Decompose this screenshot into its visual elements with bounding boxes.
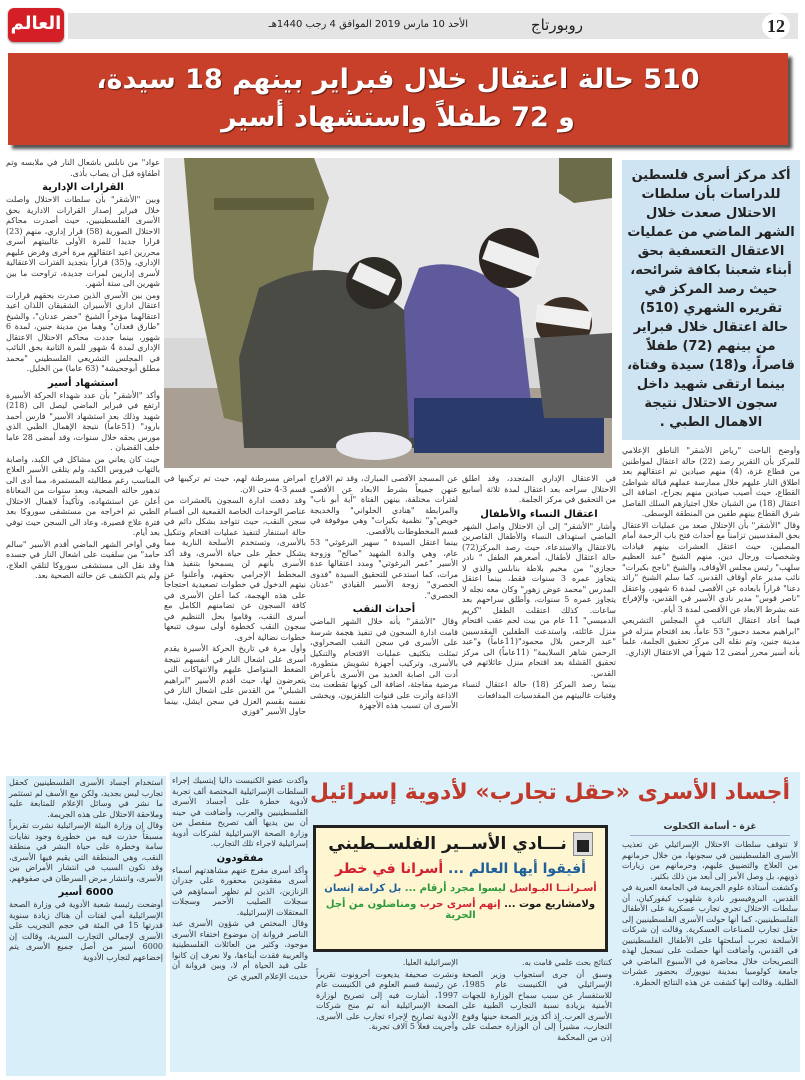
paragraph: وقد دفعت ادارة السجون بالعشرات من عناصر الوحدات الخاصة القمعية الى أقسام سجن النقب، حيث تتواجد بشكل دائم في حالة استنفار لتنفيذ عمليات اقتحام وتنكيل بالأسرى، وتستخدم الأسلحة النارية مما يشكل خطر على حياة الأسرى، وقد أكد الأسرى بأنهم لن يسمحوا بتنفيذ هذا المخطط الإجرامي بحقهم، وأعلنوا عن نيتهم الدخول في خطوات تصعيدية احتجاجاً على هذه الهجمة، كما أعلن الأسرى في كافة السجون عن تضامنهم الكامل مع أسرى النقب، وقاموا بحل التنظيم في سجون النقب كخطوة أولى سوف تتبعها خطوات نضالية أخرى. (164, 496, 306, 642)
article2-column-under-ad-left (316, 958, 458, 1076)
subheading-administrative-decisions: القرارات الإدارية (42, 182, 124, 193)
paragraph: أمراض مسرطنة لهم، حيث تم تركيبها في قسم 3-4 حتى الان. (164, 474, 306, 494)
paragraph: وسبق أن جرى استجواب وزير الصحة الإسرائيلي في الكنيست عام 1985، للاستفسار عن سبب سماح الوزارة للجهات الأمنية بزيادة نسبة التجارب الطبية على الأسرى العرب. إذ أكد وزير الصحة حينها وقوع التجارب، مشيراً إلى أن الوزارة حصلت على إذن من المحكمة (462, 969, 612, 1042)
advert-text: أسرانا في خطر (335, 861, 444, 877)
headline-line-1: 510 حالة اعتقال خلال فبراير بينهم 18 سيدة، (96, 64, 700, 95)
second-article-title: أجساد الأسرى «حقل تجارب» لأدوية إسرائيل (309, 780, 790, 805)
article-column-far-left (6, 158, 160, 768)
paragraph: أوضحت رئيسة شعبة الأدوية في وزارة الصحة الإسرائيلية أمي لفتات أن هناك زيادة سنوية قدرتها 15 في المئة في حجم التجريب على الأسرى لإجمالي التجارب السرية، وقالت إن 6000 أسير من أصل جميع الأسرى يتم إخضاعهم لتجارب الأدوية (9, 900, 163, 962)
lead-box: أكد مركز أسرى فلسطين للدراسات بأن سلطات الاحتلال صعدت خلال الشهر الماضي من عمليات الاعتقال التعسفية بحق أبناء شعبنا بكافة شرائحه، حيث رصد المركز في تقريره الشهري (510) حالة اعتقال خلال فبراير من بينهم (72) طفلاً قاصراً، و(18) سيدة وفتاة، بينما ارتقى شهيد داخل سجون الاحتلال نتيجة الاهمال الطبي . (622, 160, 800, 440)
section-name: روبورتاج (530, 16, 583, 34)
advert-text: أفيقوا أيها العالم ... (448, 861, 586, 877)
advert-text: بل كرامة إنسان (324, 883, 402, 894)
paragraph: وبين "الأشقر" بأن سلطات الاحتلال واصلت خلال فبراير إصدار القرارات الادارية بحق الأسرى الفلسطينيين، حيث أصدرت محاكم الاحتلال الصورية (58) قرار إداري، منهم (23) قرارا جديدا للمرة الأولى غالبيتهم أسرى محررين اعيد اعتقالهم مرة أخرى وفرض عليهم الإداري، و(35) قراراً بتجديد الفترات الاعتقالية لأسرى إداريين لمرات جديدة، تراوحت ما بين شهرين الى ستة أشهر. (6, 195, 160, 288)
paragraph: وقال "الأشقر" بأنه خلال الشهر الماضي قامت ادارة السجون في تنفيذ هجمة شرسة على الأسرى في سجن النقب الصحراوي، تمثلت بتكثيف عمليات الاقتحام والتنكيل بالأسرى، وتركيب أجهزة تشويش متطورة، أدت الى اصابة العديد من الأسرى بأعراض مرضية مفاجئة، اضافة الى كونها تقطعت بث الاذاعة وأثرت على قنوات التلفزيون، ويخشى الأسرى ان تسبب هذه الأجهزة (310, 617, 458, 710)
article-column-right (622, 446, 800, 768)
paragraph: وقال "الأشقر" بأن الاحتلال صعد من عمليات الاعتقال بحق المقدسيين تزامناً مع أحداث فتح باب الرحمة أمام المصلين، حيث اعتقل العشرات بينهم قيادات وشخصيات ورجال دين، منهم الشيخ "عبد العظيم سلهب" رئيس مجلس الأوقاف، والشيخ "ناجح بكيرات" نائب مدير عام أوقاف القدس، كما سلم الشيخ "رائد دعنا" قراراً بابعاده عن الأقصى لمدة 6 شهور، واعتقل "ناصر قوس" مدير نادي الأسير في القدس، والإفراج عنه بشرط الابعاد عن الأقصى لمدة 3 أيام. (622, 520, 800, 614)
paragraph: بينما رصد المركز (18) حالة اعتقال لنساء وفتيات غالبيتهم من المقدسيات المدافعات (462, 680, 616, 700)
article2-column-under-ad-right (462, 958, 612, 1076)
article2-column-mid (172, 776, 308, 1076)
paragraph: وأكدت عضو الكنيست داليا إيتسيك إجراء السلطات الإسرائيلية المختصة ألف تجربة لأدوية خطرة على أجساد الأسرى الفلسطينيين والعرب، وأضافت في حينه أن بين يديها ألف تصريح منفصل من وزارة الصحة الإسرائيلية لشركات أدوية إسرائيلية لاجراء تلك التجارب. (172, 776, 308, 848)
paragraph: وأكد أسرى مفرج عنهم مشاهدتهم أسماء أسرى مفقودين محفورة على جدران الزنازين، الذين لم تظهر أسماؤهم في سجلات الصليب الأحمر وسجلات المعتقلات الإسرائيلية. (172, 865, 308, 917)
advert-text: إنهم أسرى حرب (419, 899, 501, 910)
paragraph: وأوضح الباحث "رياض الأشقر" الناطق الإعلامي للمركز بأن التقرير رصد (22) حالة اعتقال لمواطنين من قطاع غزة، (4) منهم صيادين تم اعتقالهم بعد اطلاق النار عليهم خلال ممارسة عملهم قبالة شواطئ القطاع، حيث أصيب صيادين منهم بجراح، اضافة الى اعتقال (18) من الشبان خلال اجتيازهم السلك الفاصل شرق القطاع بينهم طفين من المنطقة الوسطى. (622, 446, 800, 518)
paragraph: بينما اعتقل السيدة " سهير البرغوثي" 53 عام، وهي والدة الشهيد "صالح" وزوجة الأسير "عمر البرغوتي" ومدد اعتقالها عدة مرات، كما استدعي للتحقيق السيدة "فدوى الحصري" زوجة الأسير القيادي "عدنان الحصري". (310, 538, 458, 600)
subheading-6000-prisoners: 6000 أسير (58, 887, 114, 898)
article-column-mid-right (462, 474, 616, 768)
paragraph: في الاعتقال الإداري المتجدد، وقد اطلق الاحتلال سراحه بعد اعتقال لمدة ثلاثة أسابيع من التحقيق في مركز الجلمة. (462, 474, 616, 504)
paragraph: وأكد "الأشقر" بأن عدد شهداء الحركة الأسيرة ارتفع في فبراير الماضي ليصل الى (218) شهيد وذلك بعد استشهاد الأسير" فارس أحمد بارود" (51عاماً) نتيجة الإهمال الطبي الذي مورس بحقه خلال سنوات، وقد أمضى 28 عاما خلف القضبان . (6, 390, 160, 452)
paragraph: وفي أواخر الشهر الماضي أقدم الأسير "سالم حامد" من سلفيت على اشعال النار في جسده وقد نقل الى مستشفى سوروكا لتلقي العلاج، ولم يتم الكشف عن حالته الصحية بعد. (6, 539, 160, 580)
headline-line-2: و 72 طفلاً واستشهاد أسير (221, 102, 575, 133)
paragraph: لا تتوقف سلطات الاحتلال الإسرائيلي عن تعذيب الأسرى الفلسطينيين في سجونها، من خلال حرمانهم من العلاج والتضييق عليهم، وحرمانهم من زيارات ذويهم، بل وصل الأمر إلى أبعد من ذلك بكثير. (622, 840, 798, 881)
paragraph: عواد" من نابلس باشعال النار في ملابسه وتم اطفاؤه قبل أن يصاب بأذى. (6, 158, 160, 178)
masthead (8, 8, 798, 42)
photo-detainees (164, 158, 612, 468)
article-column-left (164, 474, 306, 768)
subheading-women-children: اعتقال النساء والأطفال (480, 508, 598, 520)
paragraph: كنتائج بحث علمي قامت به. (521, 958, 612, 967)
paragraph: ونشرت صحيفة يديعوت أحرونوت تقريراً عن رئيسة قسم العلوم في الكنيست عام 1997، أشارت فيه إلى تصريح لوزارة الصحة الإسرائيلية أنه تم منح شركات الأدوية تصاريح لإجراء تجارب على الأسرى، وأجريت فعلاً 5 آلاف تجربة. (316, 969, 458, 1031)
paragraph: عن المسجد الأقصى المبارك، وقد تم الافراج عنهن جميعاً بشرط الابعاد عن الأقصى لفترات مختلفة، بينهن الفتاة "آية أبو ناب" والمرابطة "هنادي الحلواني" والخديجة خويص"و" نظمية بكيرات" وهي موقوفة في قسم المخطوطات بالأقصى. (310, 474, 458, 536)
paragraph: ومن بين الأسرى الذين صدرت بحقهم قرارات اعتقال اداري الأسيران الشقيقان اللذان اعيد اعتقالهما مؤخراً الشيخ "خضر عدنان"، والشيخ "طارق قعدان" وهما من مدينة جنين، لمدة 6 شهور، بينما جددت محاكم الاحتلال الاعتقال الإداري لمدة 4 شهور للمرة الثانية بحق النائب في المجلس التشريعي الفلسطيني "محمد مطلق أبوجحيشة" (63 عاما) من الخليل. (6, 290, 160, 373)
paragraph: استخدام أجساد الأسرى الفلسطينيين كحقل تجارب ليس بجديد، ولكن مع الأسف لم تستثمر ما نشر في وسائل الإعلام للمتابعة عليه وملاحقة الاحتلال على هذه الجريمة. (9, 778, 163, 819)
header-bar (68, 13, 798, 39)
advert-header (316, 832, 605, 856)
article-column-mid-left (310, 474, 458, 768)
prisoners-club-advert (313, 825, 608, 952)
advert-title: نـــادي الأســير الفلســطيني (328, 834, 567, 854)
page-number: 12 (762, 13, 790, 39)
paragraph: وقال إن وزارة البيئة الإسرائيلية نشرت تقريراً مسبقاً حذرت فيه من خطورة وجود نفايات سامة وخطرة على حياة البشر في منطقة النقب، وهي المنطقة التي يقيم فيها الأسرى، وقد تكون السبب في انتشار الأمراض بين الأسرى، وانتشار مرض السرطان في صفوفهم. (9, 821, 163, 883)
prisoners-club-emblem-icon (573, 832, 593, 856)
paragraph: حيث كان يعاني من مشاكل في الكبد، واصابة بالتهاب فيروس الكبد، ولم يتلقى الأسير العلاج المناسب رغم مطالبته المستمرة، مما أدى الى تدهور حالته الصحية، وبعد سنوات من المعاناة أعلن عن استشهاده، وتأكيداً لاهمال الاحتلال الطبي تم اخراجه من مستشفى سوروكا بعد فترة علاج قصيرة، وعاد الى السجن حيث توفي بعد أيام. (6, 454, 160, 537)
subheading-prisoner-martyrdom: استشهاد أسير (47, 377, 119, 389)
advert-text: ولامشاريع موت ... (504, 899, 596, 910)
article2-column-left (6, 776, 166, 1076)
article-photo (164, 158, 612, 468)
issue-date: الأحد 10 مارس 2019 الموافق 4 رجب 1440هـ (268, 19, 468, 30)
subheading-naqab-events: أحداث النقب (352, 604, 416, 615)
paragraph: فيما أعاد اعتقال النائب في المجلس التشريعي "ابراهيم محمد دحبور" 53 عاماً، بعد اقتحام منزله في مدينة جنين، وتم نقله الى مركز تحقيق الجلمة، علماً بأنه أسير محرر أمضى 12 شهراً في الاعتقال الإداري. (622, 616, 800, 657)
advert-text: أسـرانــا البـواسل (509, 883, 597, 894)
paragraph: وقال المختص في شؤون الأسرى عبد الناصر فروانة إن موضوع اختفاء الأسرى موجود، وكثير من العائلات الفلسطينية والعربية فقدت أبناءها، ولا نعرف إن كانوا على قيد الحياة أم لا، وبين فروانة أن حديث الإعلام العبري عن (172, 919, 308, 981)
subheading-missing: مفقودون (216, 852, 264, 864)
byline: غزة - أسامة الكحلوت (630, 822, 790, 836)
advert-text: ومناضلون من أجل الحرية (325, 899, 476, 921)
main-headline (8, 53, 788, 145)
paragraph: وكشفت أستاذة علوم الجريمة في الجامعة العبرية في القدس، البروفيسور نادرة شلهوب كيفوركيان، أن سلطات الاحتلال تجري تجارب عسكرية على الأطفال الفلسطينيين، كما أنها حولت الأسرى الفلسطينيين إلى حقل تجارب للصناعات العسكرية. وقالت إن شركات الأسلحة تجرب أسلحتها على الأطفال الفلسطينيين في القدس، وأضافت أنها حصلت على تسجيل لهذه التصريحات خلال محاضرة في الأسبوع الماضي في جامعة كولومبيا بمدينة نيويورك بحضور عشرات الطلبة. وقالت إنها كشفت عن هذه النتائج الخطرة. (622, 883, 798, 987)
paragraph: وأول مرة في تاريخ الحركة الأسيرة يقدم أسرى على اشعال النار في أنفسهم نتيجة الضغط المتواصل عليهم والانتهاكات التي يتعرضون لها، حيث أقدم الأسير "ابراهيم الشبلي" من القدس على اشعال النار في نفسه بقسم العزل في سجن ايشل، بينما حاول الأسير "فوزي (164, 644, 306, 716)
advert-text: ليسوا مجرد أرقام ... (404, 883, 506, 894)
article2-column-right (622, 840, 798, 1075)
paragraph: الإسرائيلية العليا. (402, 958, 458, 967)
paragraph: وأشار "الأشقر" إلى أن الاحتلال واصل الشهر الماضي استهداف النساء والأطفال القاصرين بالاعتقال والاستدعاء، حيث رصد المركز(72) حالة اعتقال لأطفال، أصغرهم الطفل " نادر حجازي" من مخيم بلاطة بنابلس والذي لا يتجاوز عمره 3 سنوات فقط، بينما اعتقل المدرس "محمد عوض زهور" وكان معه نجله لا يتجاوز عمره 5 سنوات، وأطلق سراحهم بعد ساعات. كذلك اعتقلت الطفل "كريم الدميسي" 11 عام من بيت لحم عقب اقتحام منزل عائلته، واستدعت الطفلين المقدسيين "عبد الرحمن بلال محمود"(11عاماً) و"عبد الرحمن شاهر السلايمة" (11عاماً) الى مركز تحقيق القشلة بعد اقتحام منزل عائلاتهم في القدس. (462, 521, 616, 678)
newspaper-logo: العالم (8, 8, 64, 42)
